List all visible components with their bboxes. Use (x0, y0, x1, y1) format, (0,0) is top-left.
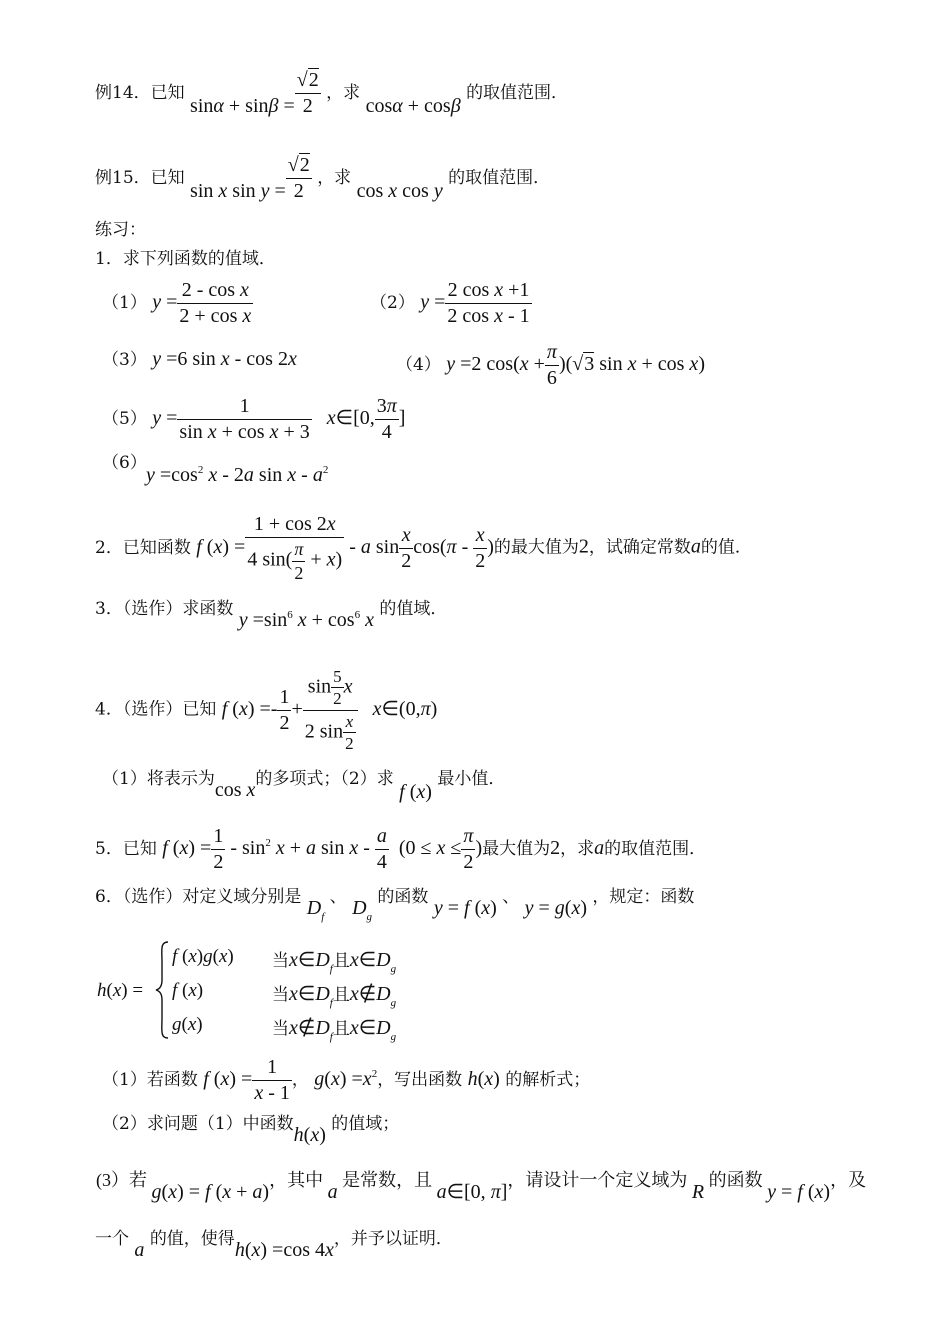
q1-item-6: （6） (102, 453, 147, 473)
example-15: 例15．已知 sin x sin y = $\frac{√2}{2}$ ，求 cos x cos y 的取值范围． (95, 154, 551, 203)
brace-icon (154, 940, 170, 1040)
q1-item-6-formula: $y =\cos^2$ x - 2a sin x - $a^2$ (146, 464, 329, 486)
case-2-cond: 当$x\in D_f$且$x\notin D_g$ (272, 983, 397, 1009)
piecewise-lhs: h(x) = (97, 980, 144, 1001)
practice-title: 练习： (95, 220, 146, 240)
question-6: 6．（选作）对定义域分别是 $D_f$ 、 $D_g$ 的函数 y = f (x) 、 y = g(x) ，规定：函数 (95, 887, 695, 923)
question-6-part-1: （1）若函数 f (x) = $\frac{1}{x - 1}$ ， $g(x) =x^2$，写出函数 h(x) 的解析式； (102, 1056, 591, 1104)
case-1-cond: 当$x\in D_f$且$x\in D_g$ (272, 949, 397, 975)
question-3: 3．（选作）求函数 $y =\sin^6$ $x + \cos^6 x$ 的值域． (95, 599, 448, 631)
question-6-part-3-cont: 一个 a 的值，使得h(x) =cos 4x，并予以证明． (95, 1229, 453, 1261)
question-1-title: 1．求下列函数的值域． (95, 249, 276, 269)
formula: sin x sin y = $\frac{√2}{2}$ (190, 154, 310, 203)
case-2: f (x) (172, 980, 204, 1001)
question-5: 5．已知 f (x) = $\frac{1}{2}$ - $\sin^2 x + a$ sin x - $\frac{a}{4}$ (0 ≤ x ≤ $\frac{\pi}{2}$ )最大值为2，求a的取值范围． (95, 825, 707, 873)
question-2: 2．已知函数 f (x) = 1 + cos 2x 4 sin( $\frac{\pi}{2}$ + x) - a sin $\frac{x}{2}$ cos(π - $\frac{x}{2}$ )的最大值为2，试确定常数a的值． (95, 513, 752, 583)
case-3: g(x) (172, 1014, 203, 1035)
formula: cosα + cosβ (365, 95, 461, 118)
question-6-part-2: （2）求问题（1）中函数h(x) 的值域； (102, 1114, 400, 1146)
formula: cos x cos y (356, 180, 443, 203)
q1-item-1: （1） y = $\frac{\text{2 - cos x}}{\text{2 + cos x}}$ (102, 279, 252, 327)
q1-item-3: （3） y =6 sin x - cos 2x (102, 348, 297, 370)
q1-item-5: （5） y = $\frac{1}{\text{sin x + cos x + 3}}$ x∈[0, $\frac{3\pi}{4}$ ] (102, 395, 406, 443)
question-4-parts: （1）将表示为cos x的多项式；（2）求 f (x) 最小值． (102, 769, 506, 803)
q1-item-2: （2） y = $\frac{\text{2 cos x +1}}{\text{2 cos x - 1}}$ (370, 279, 530, 327)
example-14: 例14．已知 sinα + sinβ = $\frac{√2}{2}$ ，求 cosα + cosβ 的取值范围． (95, 69, 569, 118)
question-4: 4．（选作）已知 f (x) =- $\frac{1}{2}$ + sin $\frac{5}{2}$ x 2 sin $\frac{x}{2}$ x∈(0,π) (95, 667, 438, 753)
case-3-cond: 当$x\notin D_f$且$x\in D_g$ (272, 1017, 397, 1043)
case-1: f (x)g(x) (172, 946, 234, 967)
q1-item-4: （4） y =2 cos(x + $\frac{\pi}{6}$ )(√3 sin x + cos x) (396, 341, 705, 389)
formula: sinα + sinβ = $\frac{√2}{2}$ (190, 69, 319, 118)
question-6-part-3: (3）若 g(x) = f (x + a)，其中 a 是常数，且 a∈[0, π]，请设计一个定义域为 R 的函数 y = f (x)，及 (96, 1170, 867, 1203)
